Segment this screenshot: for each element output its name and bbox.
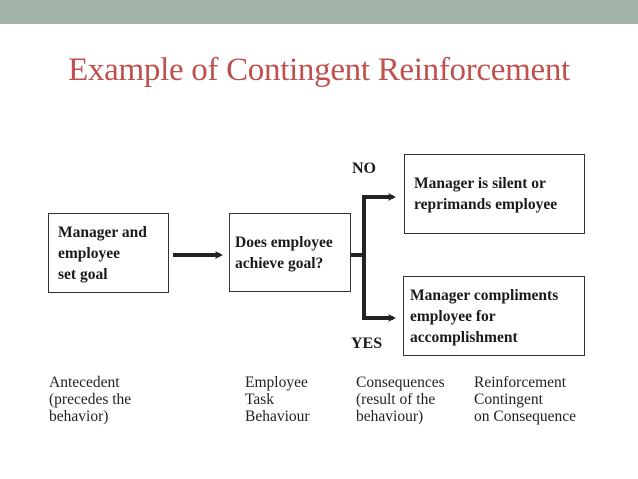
box-line: achieve goal? — [235, 254, 324, 272]
box-achieve-goal — [229, 213, 351, 292]
box-line: reprimands employee — [414, 196, 558, 213]
caption-line: (precedes the — [49, 391, 132, 408]
caption-line: Task — [245, 391, 275, 408]
caption-line: Consequences — [356, 374, 445, 391]
caption-line: Contingent — [474, 391, 543, 408]
box-set-goal — [48, 213, 169, 293]
box-line: Manager and — [58, 223, 147, 241]
caption-line: behavior) — [49, 408, 109, 425]
caption-consequences — [356, 374, 445, 425]
box-line: employee for — [410, 307, 496, 325]
box-silent-reprimand — [404, 154, 585, 234]
box-line: Does employee — [235, 233, 333, 251]
box-line: set goal — [58, 265, 108, 283]
branch-no-label: NO — [352, 160, 376, 177]
caption-line: Reinforcement — [474, 374, 567, 391]
caption-line: Antecedent — [49, 374, 120, 391]
caption-line: Employee — [245, 374, 308, 391]
box-line: accomplishment — [410, 328, 518, 346]
caption-line: behaviour) — [356, 408, 424, 425]
caption-antecedent — [49, 374, 131, 425]
box-line: Manager compliments — [410, 286, 559, 304]
box-compliment — [403, 276, 585, 356]
box-line: Manager is silent or — [414, 175, 546, 192]
caption-reinforcement — [474, 374, 576, 425]
caption-line: Behaviour — [245, 408, 310, 425]
caption-line: (result of the — [356, 391, 436, 408]
box-line: employee — [58, 244, 120, 262]
branch-yes-label: YES — [351, 335, 383, 352]
slide-title: Example of Contingent Reinforcement — [68, 52, 570, 88]
caption-behaviour — [245, 374, 310, 425]
caption-line: on Consequence — [474, 408, 577, 425]
